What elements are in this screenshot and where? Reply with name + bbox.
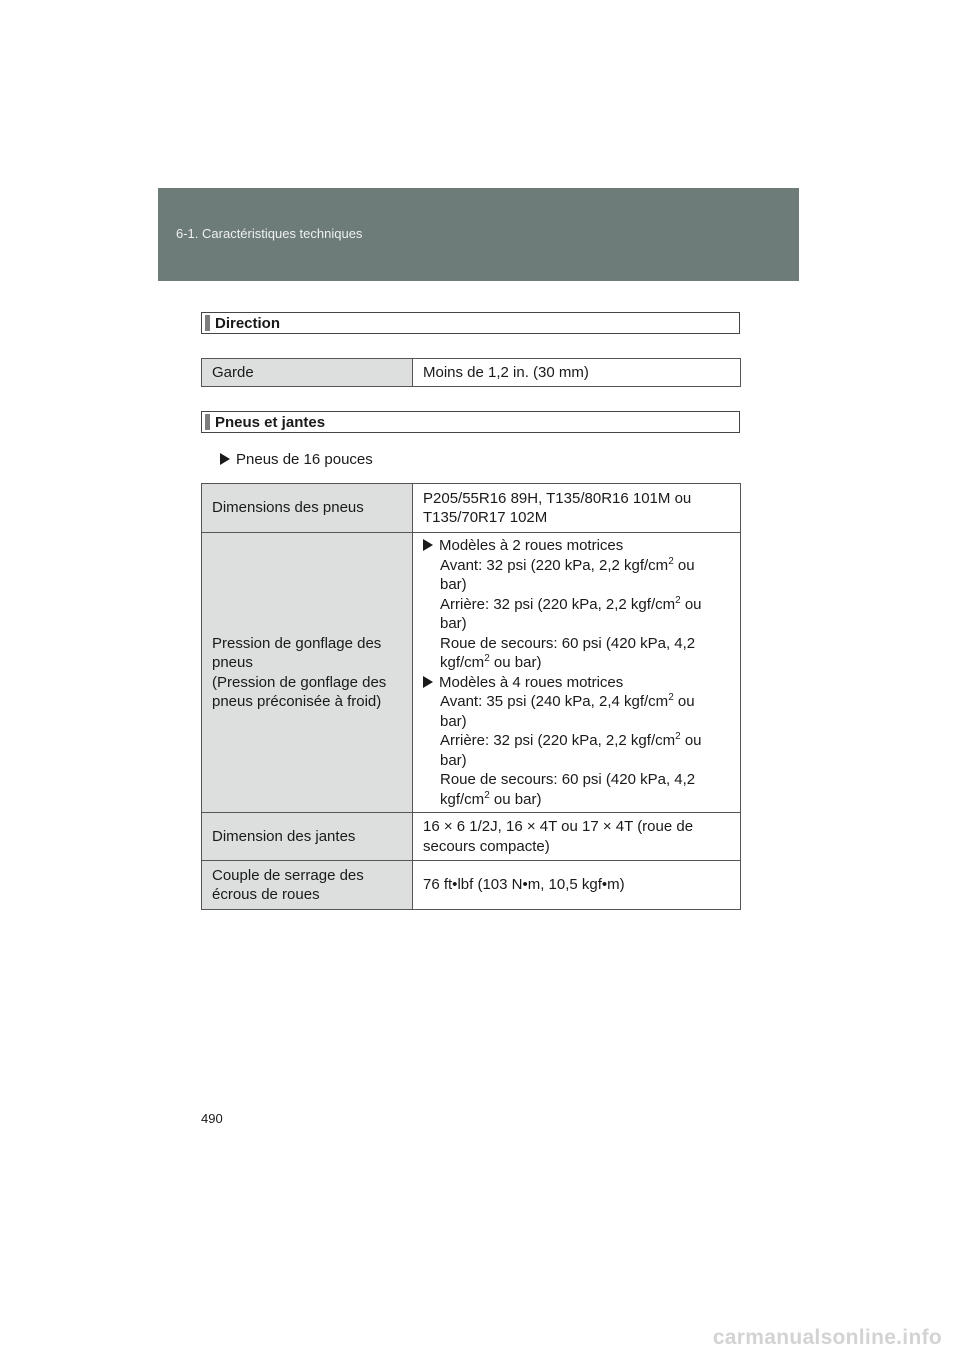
group-title-text: Modèles à 4 roues motrices [439, 673, 624, 691]
section-title: Direction [215, 315, 281, 332]
key-line: pneus [212, 654, 253, 671]
section-heading-tires [201, 411, 740, 433]
table-value [413, 533, 741, 813]
value-line: secours compacte) [423, 837, 550, 855]
watermark: carmanualsonline.info [712, 1326, 942, 1349]
table-key: Garde [202, 359, 413, 387]
group-title-text: Modèles à 2 roues motrices [439, 537, 624, 554]
value-line: Avant: 32 psi (220 kPa, 2,2 kgf/$cm^2$ ou [440, 555, 695, 574]
table-key: Dimensions des pneus [202, 484, 413, 533]
value-line: P205/55R16 89H, T135/80R16 101M ou [423, 489, 692, 507]
table-key [202, 861, 413, 910]
table-key: Dimension des jantes [202, 813, 413, 861]
value-line: kgf/$cm^2$ ou bar) [440, 653, 542, 671]
table-value [413, 484, 741, 533]
value-line: 16 × 6 1/2J, 16 × 4T ou 17 × 4T (roue de [423, 818, 694, 835]
chapter-header [158, 188, 799, 281]
heading-marker [205, 315, 210, 331]
tires-table [201, 483, 741, 910]
direction-table [201, 358, 741, 387]
value-line: bar) [440, 751, 467, 769]
page-number: 490 [201, 1111, 223, 1126]
value-line: bar) [440, 576, 467, 593]
table-value: 76 ft•lbf (103 N•m, 10,5 kgf•m) [413, 861, 741, 910]
table-row [202, 533, 741, 813]
key-line: (Pression de gonflage des [212, 673, 387, 691]
group-title [423, 536, 730, 556]
triangle-bullet-icon [423, 539, 433, 551]
section-title: Pneus et jantes [215, 414, 326, 431]
key-line: écrous de roues [212, 886, 320, 903]
table-row [202, 861, 741, 910]
value-line: T135/70R17 102M [423, 509, 548, 526]
value-line: Roue de secours: 60 psi (420 kPa, 4,2 [440, 771, 696, 788]
table-value [413, 813, 741, 861]
value-line: Avant: 35 psi (240 kPa, 2,4 kgf/$cm^2$ ou [440, 692, 695, 710]
table-key [202, 533, 413, 813]
table-row [202, 484, 741, 533]
key-line: pneus préconisée à froid) [212, 693, 382, 710]
value-line: bar) [440, 712, 467, 730]
triangle-bullet-icon [423, 676, 433, 688]
subsection-label [220, 451, 373, 468]
group-title [423, 673, 730, 693]
key-line: Couple de serrage des [212, 866, 364, 884]
value-line: Arrière: 32 psi (220 kPa, 2,2 kgf/$cm^2$ ou [440, 731, 702, 749]
value-line: kgf/$cm^2$ ou bar) [440, 789, 542, 808]
value-line: bar) [440, 615, 467, 632]
section-heading-direction [201, 312, 740, 334]
triangle-bullet-icon [220, 453, 230, 465]
value-line: Roue de secours: 60 psi (420 kPa, 4,2 [440, 634, 696, 652]
heading-marker [205, 414, 210, 430]
breadcrumb: 6-1. Caractéristiques techniques [176, 226, 363, 241]
value-line: Arrière: 32 psi (220 kPa, 2,2 kgf/$cm^2$ ou [440, 594, 702, 613]
table-value: Moins de 1,2 in. (30 mm) [413, 359, 741, 387]
key-line: Pression de gonflage des [212, 634, 382, 652]
table-row [202, 359, 741, 387]
table-row [202, 813, 741, 861]
subsection-text: Pneus de 16 pouces [236, 451, 373, 468]
